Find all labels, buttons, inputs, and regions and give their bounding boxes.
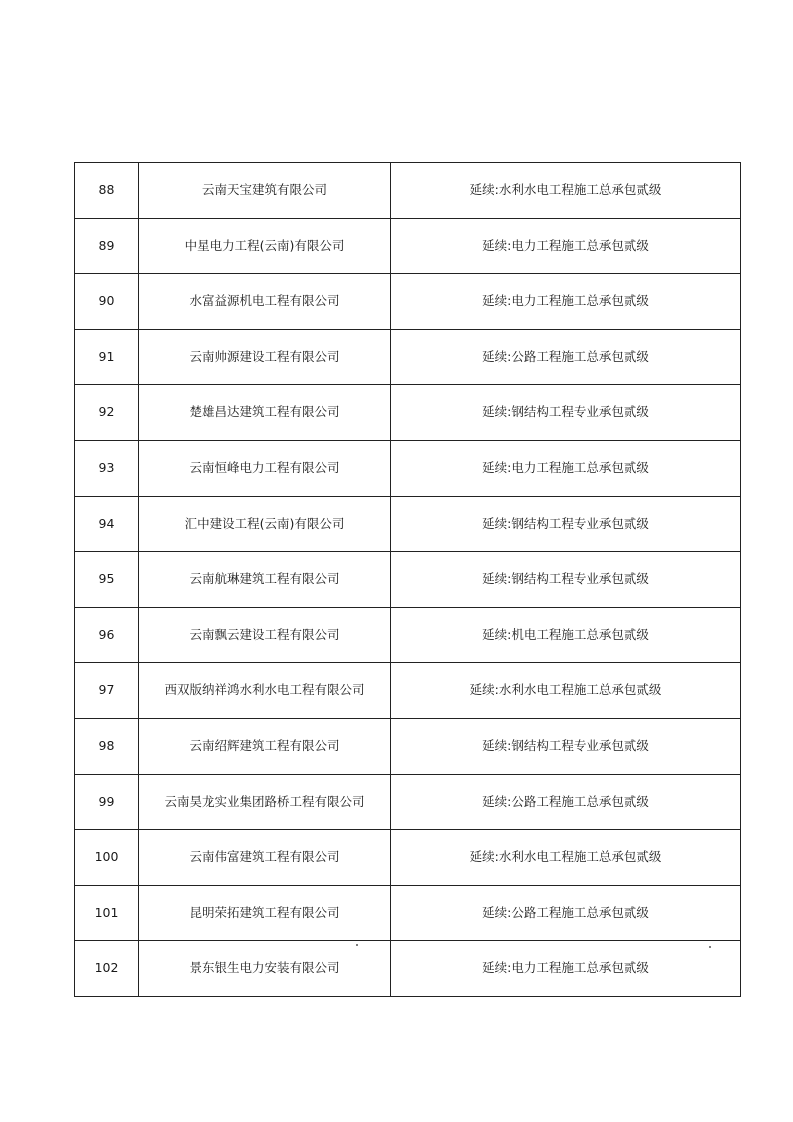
row-number: 88 xyxy=(75,163,139,219)
row-number: 98 xyxy=(75,718,139,774)
row-number: 94 xyxy=(75,496,139,552)
table-row xyxy=(75,941,741,997)
qualification-detail: 延续:公路工程施工总承包贰级 xyxy=(391,774,741,830)
qualification-detail: 延续:电力工程施工总承包贰级 xyxy=(391,440,741,496)
company-name: 景东银生电力安装有限公司 xyxy=(139,941,391,997)
qualification-detail: 延续:钢结构工程专业承包贰级 xyxy=(391,385,741,441)
scan-speck xyxy=(356,944,358,946)
qualification-detail: 延续:水利水电工程施工总承包贰级 xyxy=(391,163,741,219)
table-row xyxy=(75,274,741,330)
company-name: 云南绍辉建筑工程有限公司 xyxy=(139,718,391,774)
table-row xyxy=(75,885,741,941)
qualification-detail: 延续:电力工程施工总承包贰级 xyxy=(391,218,741,274)
company-name: 云南天宝建筑有限公司 xyxy=(139,163,391,219)
company-name: 云南伟富建筑工程有限公司 xyxy=(139,830,391,886)
row-number: 92 xyxy=(75,385,139,441)
qualification-detail: 延续:钢结构工程专业承包贰级 xyxy=(391,718,741,774)
row-number: 90 xyxy=(75,274,139,330)
table-row xyxy=(75,607,741,663)
table-row xyxy=(75,830,741,886)
scan-speck xyxy=(709,946,711,948)
table-row xyxy=(75,663,741,719)
table-row xyxy=(75,385,741,441)
row-number: 95 xyxy=(75,552,139,608)
company-name: 云南帅源建设工程有限公司 xyxy=(139,329,391,385)
qualification-detail: 延续:水利水电工程施工总承包贰级 xyxy=(391,830,741,886)
table-row xyxy=(75,718,741,774)
row-number: 89 xyxy=(75,218,139,274)
table-row xyxy=(75,774,741,830)
row-number: 100 xyxy=(75,830,139,886)
company-name: 水富益源机电工程有限公司 xyxy=(139,274,391,330)
qualification-table xyxy=(74,162,741,997)
table-row xyxy=(75,496,741,552)
company-name: 西双版纳祥鸿水利水电工程有限公司 xyxy=(139,663,391,719)
company-name: 云南昊龙实业集团路桥工程有限公司 xyxy=(139,774,391,830)
company-name: 汇中建设工程(云南)有限公司 xyxy=(139,496,391,552)
row-number: 102 xyxy=(75,941,139,997)
company-name: 楚雄昌达建筑工程有限公司 xyxy=(139,385,391,441)
company-name: 云南飘云建设工程有限公司 xyxy=(139,607,391,663)
company-name: 云南恒峰电力工程有限公司 xyxy=(139,440,391,496)
row-number: 96 xyxy=(75,607,139,663)
company-name: 昆明荣拓建筑工程有限公司 xyxy=(139,885,391,941)
qualification-detail: 延续:电力工程施工总承包贰级 xyxy=(391,941,741,997)
company-name: 云南航琳建筑工程有限公司 xyxy=(139,552,391,608)
table-row xyxy=(75,163,741,219)
table-row xyxy=(75,218,741,274)
row-number: 99 xyxy=(75,774,139,830)
table-row xyxy=(75,329,741,385)
company-name: 中星电力工程(云南)有限公司 xyxy=(139,218,391,274)
qualification-detail: 延续:钢结构工程专业承包贰级 xyxy=(391,496,741,552)
table-row xyxy=(75,552,741,608)
qualification-detail: 延续:公路工程施工总承包贰级 xyxy=(391,329,741,385)
qualification-detail: 延续:公路工程施工总承包贰级 xyxy=(391,885,741,941)
row-number: 91 xyxy=(75,329,139,385)
qualification-detail: 延续:电力工程施工总承包贰级 xyxy=(391,274,741,330)
table-row xyxy=(75,440,741,496)
row-number: 101 xyxy=(75,885,139,941)
row-number: 93 xyxy=(75,440,139,496)
row-number: 97 xyxy=(75,663,139,719)
qualification-detail: 延续:钢结构工程专业承包贰级 xyxy=(391,552,741,608)
qualification-detail: 延续:机电工程施工总承包贰级 xyxy=(391,607,741,663)
qualification-detail: 延续:水利水电工程施工总承包贰级 xyxy=(391,663,741,719)
